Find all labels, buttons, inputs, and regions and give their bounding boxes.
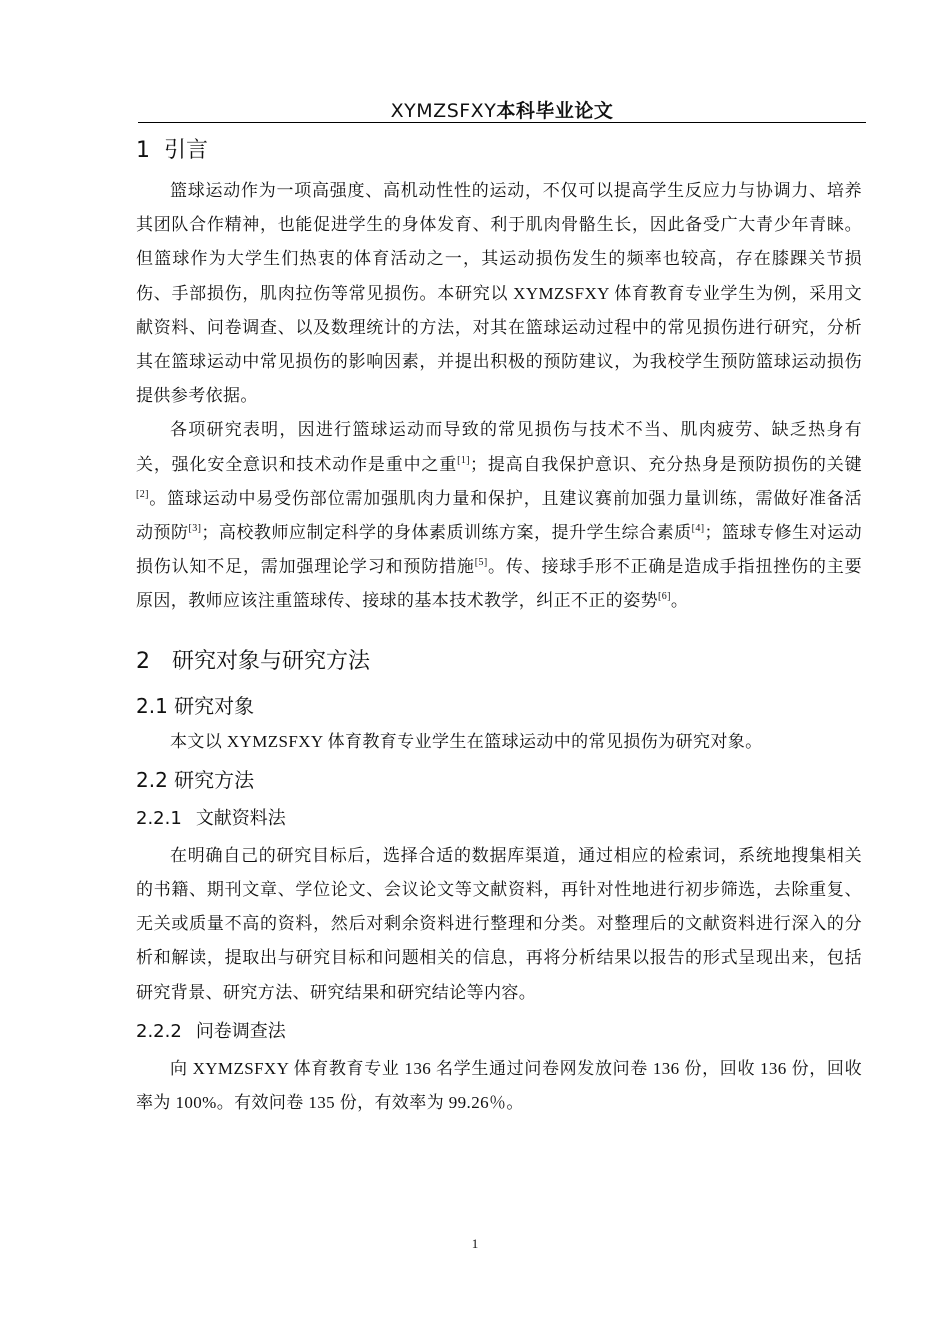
section-number: 2.2 [136,767,168,792]
page-header [138,96,866,123]
section-2-2-2-heading [136,1018,862,1046]
text-run: 。 [670,591,689,611]
intro-paragraph-1: 篮球运动作为一项高强度、高机动性性的运动，不仅可以提高学生反应力与协调力、培养其团队合作精神，也能促进学生的身体发育、利于肌肉骨骼生长，因此备受广大青少年青睐。但篮球作为大学生们热衷的体育活动之一，其运动损伤发生的频率也较高，存在膝踝关节损伤、手部损伤，肌肉拉伤等常见损伤。本研究以 XYMZSFXY 体育教育专业学生为例，采用文献资料、问卷调查、以及数理统计的方法，对其在篮球运动过程中的常见损伤进行研究，分析其在篮球运动中常见损伤的影响因素，并提出积极的预防建议，为我校学生预防篮球运动损伤提供参考依据。 [136,181,862,406]
text-run: ；提高自我保护意识、充分热身是预防损伤的关键 [469,454,862,474]
section-title: 问卷调查法 [195,1020,286,1042]
intro-paragraph-2 [136,413,862,618]
section-1-heading [136,134,862,168]
section-2-1-paragraph: 本文以 XYMZSFXY 体育教育专业学生在篮球运动中的常见损伤为研究对象。 [170,731,763,751]
citation-ref: [1] [457,454,470,466]
header-prefix: XYMZSFXY [390,100,497,122]
citation-ref: [6] [658,591,671,603]
citation-ref: [2] [136,488,149,500]
section-title: 文献资料法 [195,807,286,829]
section-number: 1 [136,138,150,163]
section-number: 2.1 [136,693,168,718]
citation-ref: [5] [474,557,488,569]
section-title: 研究方法 [174,767,255,792]
section-title: 引言 [164,138,209,163]
section-title: 研究对象与研究方法 [172,648,371,674]
citation-ref: [3] [188,523,202,535]
section-2-2-heading [136,765,862,795]
section-title: 研究对象 [174,693,255,718]
page-body [136,132,862,1120]
section-number: 2.2.1 [136,807,182,829]
text-run: 。篮球运动中易受伤部位需加强肌肉力量和保护，且建议赛前加强力量训练，需做好准备活动预防 [136,488,862,543]
section-2-2-1-paragraph: 在明确自己的研究目标后，选择合适的数据库渠道，通过相应的检索词，系统地搜集相关的书籍、期刊文章、学位论文、会议论文等文献资料，再针对性地进行初步筛选，去除重复、无关或质量不高的资料，然后对剩余资料进行整理和分类。对整理后的文献资料进行深入的分析和解读，提取出与研究目标和问题相关的信息，再将分析结果以报告的形式呈现出来，包括研究背景、研究方法、研究结果和研究结论等内容。 [136,845,862,1002]
section-number: 2 [136,648,150,674]
section-2-2-2-paragraph: 向 XYMZSFXY 体育教育专业 136 名学生通过问卷网发放问卷 136 份，回收 136 份，回收率为 100%。有效问卷 135 份，有效率为 99.26％。 [136,1058,862,1113]
text-run: ；篮球专修生对运动损伤认知不足，需加强理论学习和预防措施 [136,523,862,577]
section-2-1-heading [136,691,862,721]
citation-ref: [4] [691,523,705,535]
section-2-2-1-heading [136,805,862,833]
section-2-heading [136,645,862,679]
text-run: 。传、接球手形不正确是造成手指扭挫伤的主要原因，教师应该注重篮球传、接球的基本技术教学，纠正不正的姿势 [136,557,862,611]
header-title: 本科毕业论文 [496,100,614,122]
page-number: 1 [471,1236,479,1251]
text-run: 各项研究表明，因进行篮球运动而导致的常见损伤与技术不当、肌肉疲劳、缺乏热身有关，强化安全意识和技术动作是重中之重 [136,420,862,474]
text-run: ；高校教师应制定科学的身体素质训练方案，提升学生综合素质 [201,523,692,543]
section-number: 2.2.2 [136,1020,182,1042]
